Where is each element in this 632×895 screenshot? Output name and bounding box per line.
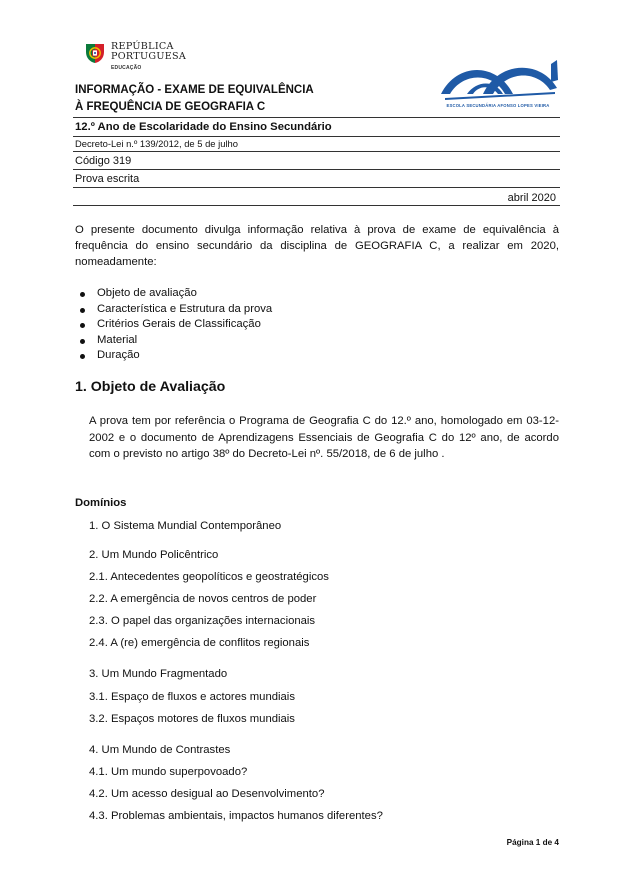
- list-item-label: Objeto de avaliação: [97, 287, 197, 299]
- bullet-icon: [80, 323, 85, 328]
- domain-item: 4.1. Um mundo superpovoado?: [89, 766, 248, 778]
- info-row-date: [73, 188, 560, 206]
- list-item: [79, 348, 272, 364]
- list-item-label: Material: [97, 333, 138, 346]
- list-item: [79, 333, 272, 349]
- logo-text-line3: EDUCAÇÃO: [111, 65, 142, 71]
- bullet-icon: [80, 308, 85, 313]
- section-heading: 1. Objeto de Avaliação: [75, 379, 226, 395]
- bullet-icon: [80, 339, 85, 344]
- section-paragraph: A prova tem por referência o Programa de Geografia C do 12.º ano, homologado em 03-12- 2002 e o documento de Aprendizagens Essenciais de Geografia C do 12º ano, de acordo com o previsto no artigo 38º do Decreto-Lei nº. 55/2018, de 6 de julho .: [89, 415, 559, 460]
- list-item-label: Característica e Estrutura da prova: [97, 302, 273, 315]
- domain-item: 1. O Sistema Mundial Contemporâneo: [89, 520, 282, 532]
- domain-item: 2. Um Mundo Policêntrico: [89, 549, 219, 561]
- logo-text-line2: PORTUGUESA: [111, 51, 187, 62]
- school-logo: [437, 58, 559, 110]
- document-title-line2: À FREQUÊNCIA DE GEOGRAFIA C: [75, 101, 266, 113]
- domain-item: 3. Um Mundo Fragmentado: [89, 668, 228, 680]
- exam-date: abril 2020: [507, 192, 556, 204]
- domain-item: 4.3. Problemas ambientais, impactos humanos diferentes?: [89, 810, 383, 822]
- republica-portuguesa-logo: [84, 41, 204, 75]
- list-item: [79, 286, 272, 302]
- domain-item: 3.2. Espaços motores de fluxos mundiais: [89, 713, 295, 725]
- info-row-type: [73, 170, 560, 188]
- domain-item: 3.1. Espaço de fluxos e actores mundiais: [89, 691, 295, 703]
- list-item: [79, 317, 272, 333]
- document-title-line1: INFORMAÇÃO - EXAME DE EQUIVALÊNCIA: [75, 84, 314, 96]
- domain-item: 4.2. Um acesso desigual ao Desenvolvimento?: [89, 788, 325, 800]
- domain-item: 2.3. O papel das organizações internacionais: [89, 615, 316, 627]
- domain-item: 2.2. A emergência de novos centros de poder: [89, 593, 317, 605]
- school-year: 12.º Ano de Escolaridade do Ensino Secundário: [75, 121, 332, 133]
- intro-paragraph: O presente documento divulga informação relativa à prova de exame de equivalência à frequência do ensino secundário da disciplina de GEOGRAFIA C, a realizar em 2020, nomeadamente:: [75, 224, 559, 268]
- exam-type: Prova escrita: [75, 173, 140, 185]
- page-number: Página 1 de 4: [506, 838, 559, 847]
- logo-text-line1: REPÚBLICA: [111, 41, 174, 52]
- list-item-label: Duração: [97, 349, 140, 362]
- list-item: [79, 302, 272, 318]
- domains-heading: Domínios: [75, 497, 127, 509]
- info-row-code: [73, 152, 560, 170]
- domain-item: 2.4. A (re) emergência de conflitos regionais: [89, 637, 310, 649]
- info-row-year: [73, 117, 560, 137]
- domain-item: 2.1. Antecedentes geopolíticos e geostratégicos: [89, 571, 329, 583]
- bullet-icon: [80, 292, 85, 297]
- school-name: ESCOLA SECUNDÁRIA AFONSO LOPES VIEIRA: [446, 103, 550, 108]
- bullet-icon: [80, 354, 85, 359]
- decree-reference: Decreto-Lei n.º 139/2012, de 5 de julho: [75, 138, 238, 149]
- info-row-decree: [73, 136, 560, 152]
- list-item-label: Critérios Gerais de Classificação: [97, 318, 261, 331]
- school-arches-icon: [437, 58, 559, 104]
- exam-code: Código 319: [75, 155, 132, 167]
- portuguese-emblem-icon: [84, 41, 106, 67]
- domain-item: 4. Um Mundo de Contrastes: [89, 744, 231, 756]
- topics-list: [79, 286, 272, 364]
